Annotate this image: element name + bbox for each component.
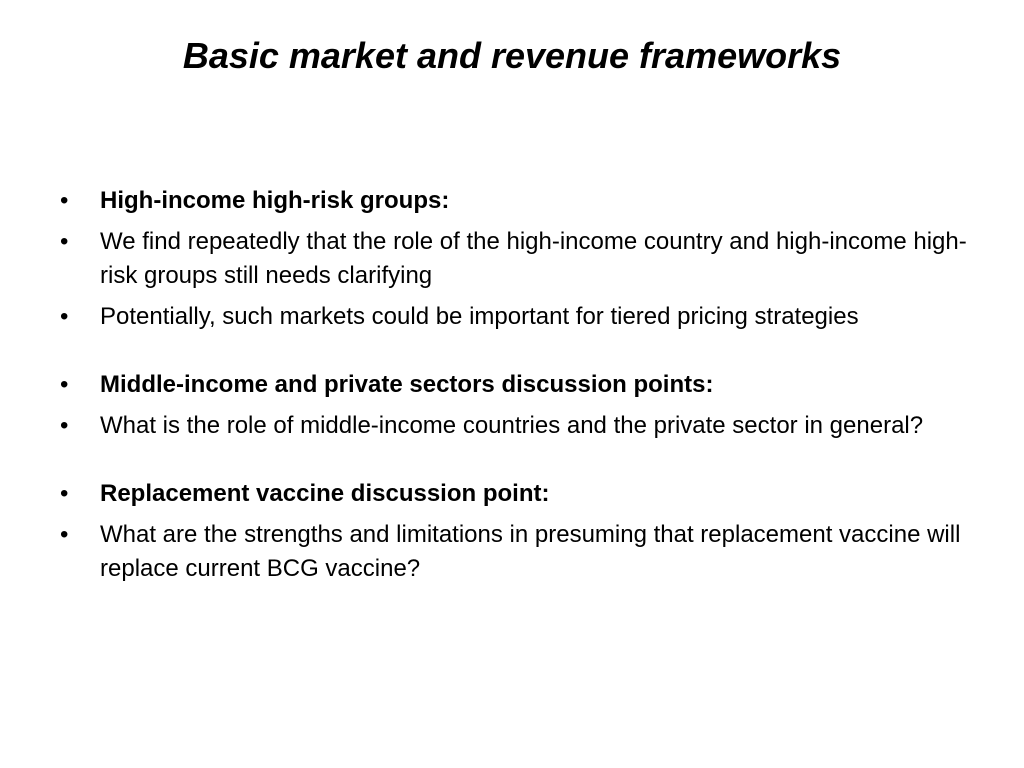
bullet-text: Potentially, such markets could be important for tiered pricing strategies xyxy=(100,303,859,330)
bullet-dot-icon: • xyxy=(60,187,69,214)
bullet-dot-icon: • xyxy=(60,371,69,398)
bullet-text: High-income high-risk groups: xyxy=(100,187,450,214)
bullet-item-replacement-heading xyxy=(56,477,976,511)
bullet-text: We find repeatedly that the role of the high-income country and high-income high-risk groups still needs clarifying xyxy=(100,228,967,289)
bullet-item-tiered-pricing xyxy=(56,300,976,334)
bullet-text: Middle-income and private sectors discussion points: xyxy=(100,371,714,398)
bullet-item-high-income-heading xyxy=(56,184,976,218)
bullet-text: Replacement vaccine discussion point: xyxy=(100,480,550,507)
bullet-dot-icon: • xyxy=(60,303,69,330)
bullet-dot-icon: • xyxy=(60,228,69,255)
bullet-item-middle-income-heading xyxy=(56,368,976,402)
bullet-item-replacement-question xyxy=(56,518,976,586)
bullet-dot-icon: • xyxy=(60,480,69,507)
bullet-list xyxy=(56,184,976,593)
bullet-text: What is the role of middle-income countries and the private sector in general? xyxy=(100,412,924,439)
bullet-item-middle-income-role xyxy=(56,409,976,443)
bullet-dot-icon: • xyxy=(60,412,69,439)
slide-title: Basic market and revenue frameworks xyxy=(182,35,842,76)
bullet-dot-icon: • xyxy=(60,521,69,548)
bullet-text: What are the strengths and limitations in presuming that replacement vaccine will replace current BCG vaccine? xyxy=(100,521,961,582)
bullet-item-high-income-role xyxy=(56,225,976,293)
